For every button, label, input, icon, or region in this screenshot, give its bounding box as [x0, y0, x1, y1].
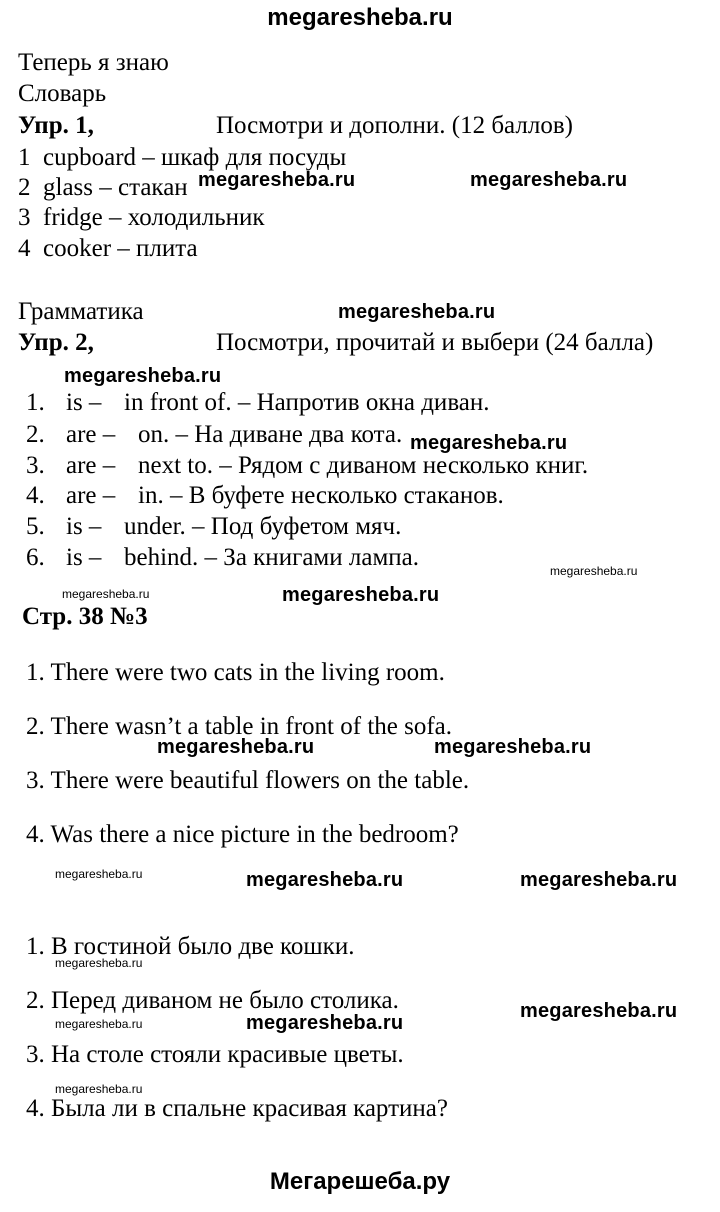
- english-sentence: 2. There wasn’t a table in front of the sofa.: [26, 713, 453, 740]
- watermark: megaresheba.ru: [550, 564, 638, 578]
- watermark: megaresheba.ru: [55, 956, 143, 970]
- watermark: megaresheba.ru: [64, 365, 222, 387]
- ex2-label: Упр. 2,: [18, 329, 94, 356]
- vocab-item: 3 fridge – холодильник: [18, 204, 265, 231]
- ex3-label: Стр. 38 №3: [22, 603, 148, 630]
- grammar-row: 2. are – on. – На диване два кота.: [26, 421, 403, 448]
- english-sentence: 3. There were beautiful flowers on the table.: [26, 767, 470, 794]
- site-footer: Мегарешеба.ру: [269, 1168, 451, 1195]
- russian-sentence: 4. Была ли в спальне красивая картина?: [26, 1095, 448, 1122]
- watermark: megaresheba.ru: [246, 869, 404, 891]
- watermark: megaresheba.ru: [470, 169, 628, 191]
- ex2-instruction: Посмотри, прочитай и выбери (24 балла): [216, 329, 654, 356]
- section-title: Теперь я знаю: [18, 49, 169, 76]
- ex1-label: Упр. 1,: [18, 112, 94, 139]
- grammar-row: 5. is – under. – Под буфетом мяч.: [26, 513, 402, 540]
- watermark: megaresheba.ru: [55, 1082, 143, 1096]
- vocab-item: 4 cooker – плита: [18, 235, 198, 262]
- grammar-row: 3. are – next to. – Рядом с диваном несколько книг.: [26, 452, 589, 479]
- watermark: megaresheba.ru: [62, 587, 150, 601]
- watermark: megaresheba.ru: [410, 432, 568, 454]
- vocab-item: 2 glass – стакан: [18, 174, 188, 201]
- grammar-row: 4. are – in. – В буфете несколько стаканов.: [26, 482, 504, 509]
- russian-sentence: 2. Перед диваном не было столика.: [26, 987, 399, 1014]
- vocab-item: 1 cupboard – шкаф для посуды: [18, 144, 347, 171]
- grammar-row: 6. is – behind. – За книгами лампа.: [26, 544, 419, 571]
- watermark: megaresheba.ru: [157, 736, 315, 758]
- watermark: megaresheba.ru: [520, 1000, 678, 1022]
- ex1-instruction: Посмотри и дополни. (12 баллов): [216, 112, 573, 139]
- vocab-heading: Словарь: [18, 80, 107, 107]
- site-header: megaresheba.ru: [267, 4, 453, 31]
- grammar-row: 1. is – in front of. – Напротив окна диван.: [26, 389, 490, 416]
- watermark: megaresheba.ru: [246, 1012, 404, 1034]
- watermark: megaresheba.ru: [520, 869, 678, 891]
- russian-sentence: 1. В гостиной было две кошки.: [26, 933, 355, 960]
- watermark: megaresheba.ru: [55, 1017, 143, 1031]
- english-sentence: 4. Was there a nice picture in the bedroom?: [26, 821, 459, 848]
- russian-sentence: 3. На столе стояли красивые цветы.: [26, 1041, 404, 1068]
- watermark: megaresheba.ru: [434, 736, 592, 758]
- watermark: megaresheba.ru: [338, 301, 496, 323]
- grammar-heading: Грамматика: [18, 298, 144, 325]
- watermark: megaresheba.ru: [198, 169, 356, 191]
- watermark: megaresheba.ru: [282, 584, 440, 606]
- watermark: megaresheba.ru: [55, 867, 143, 881]
- english-sentence: 1. There were two cats in the living room.: [26, 659, 445, 686]
